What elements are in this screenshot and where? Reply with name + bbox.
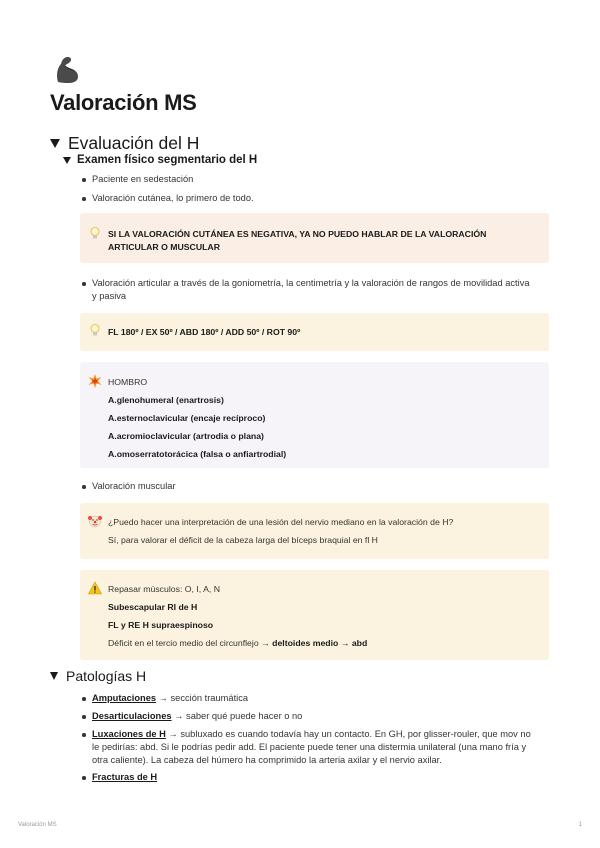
callout-rangos bbox=[80, 313, 549, 351]
term-link[interactable]: Fracturas de H bbox=[92, 772, 158, 782]
list-item: Valoración articular a través de la goniometría, la centimetría y la valoración de rangos de movilidad activa y pasiva bbox=[80, 277, 535, 303]
lightbulb-icon bbox=[88, 226, 102, 240]
callout-item: A.acromioclavicular (artrodia o plana) bbox=[108, 431, 264, 441]
callout-text: FL 180º / EX 50º / ABD 180º / ADD 50º / ROT 90º bbox=[108, 327, 301, 337]
term-desc: → saber qué puede hacer o no bbox=[171, 711, 303, 721]
toggle-triangle-icon[interactable] bbox=[50, 672, 58, 680]
heading-text: Patologías H bbox=[66, 668, 147, 684]
collision-icon bbox=[88, 374, 102, 388]
toggle-heading-patologias[interactable] bbox=[50, 668, 146, 684]
callout-answer: Sí, para valorar el déficit de la cabeza larga del bíceps braquial en fl H bbox=[108, 535, 378, 545]
callout-item: A.esternoclavicular (encaje recíproco) bbox=[108, 413, 266, 423]
page-title: Valoración MS bbox=[50, 90, 197, 115]
term-link[interactable]: Amputaciones bbox=[92, 693, 157, 703]
callout-cutanea bbox=[80, 213, 549, 263]
toggle-triangle-icon[interactable] bbox=[50, 139, 60, 148]
toggle-triangle-icon[interactable] bbox=[63, 157, 71, 164]
callout-item: A.glenohumeral (enartrosis) bbox=[108, 395, 224, 405]
list-item: Valoración cutánea, lo primero de todo. bbox=[80, 192, 535, 205]
term-link[interactable]: Luxaciones de H bbox=[92, 729, 166, 739]
list-item bbox=[80, 710, 535, 723]
list-item bbox=[80, 771, 535, 784]
term-link[interactable]: Desarticulaciones bbox=[92, 711, 172, 721]
callout-title: HOMBRO bbox=[108, 377, 148, 387]
subheading-text: Examen físico segmentario del H bbox=[77, 154, 258, 166]
warning-icon bbox=[88, 581, 102, 595]
lightbulb-icon bbox=[88, 323, 102, 337]
clown-face-icon bbox=[88, 514, 102, 528]
footer-title: Valoración MS bbox=[18, 822, 57, 828]
callout-musculos bbox=[80, 570, 549, 660]
toggle-subheading-examen[interactable] bbox=[63, 154, 257, 166]
callout-pregunta bbox=[80, 503, 549, 559]
page-number: 1 bbox=[578, 822, 582, 828]
list-item bbox=[80, 692, 535, 705]
callout-question: ¿Puedo hacer una interpretación de una lesión del nervio mediano en la valoración de H? bbox=[108, 517, 454, 527]
list-item: Paciente en sedestación bbox=[80, 173, 535, 186]
callout-text: SI LA VALORACIÓN CUTÁNEA ES NEGATIVA, YA NO PUEDO HABLAR DE LA VALORACIÓN ARTICULAR O MUSCULAR bbox=[108, 229, 487, 252]
flexed-bicep-icon bbox=[50, 52, 84, 86]
term-desc: → sección traumática bbox=[156, 693, 249, 703]
callout-line-4 bbox=[108, 637, 537, 650]
toggle-heading-evaluacion[interactable] bbox=[50, 133, 199, 154]
callout-line: Repasar músculos: O, I, A, N bbox=[108, 584, 221, 594]
term-desc: → subluxado es cuando todavía hay un contacto. En GH, por glisser-rouler, que mov no le pedirías: abd. Si le podrías pedir add. El paciente puede tener una distermia unilateral (una mano fría y otra caliente). La cabeza del húmero ha comprimido la arteria axilar y el nervio axilar. bbox=[92, 729, 531, 765]
callout-line: Subescapular RI de H bbox=[108, 602, 198, 612]
callout-line-bold: deltoides medio → abd bbox=[272, 638, 368, 648]
list-item bbox=[80, 728, 535, 767]
heading-text: Evaluación del H bbox=[68, 133, 200, 153]
callout-hombro bbox=[80, 362, 549, 468]
callout-line-plain: Déficit en el tercio medio del circunflejo → bbox=[108, 638, 273, 648]
callout-item: A.omoserratotorácica (falsa o anfiartrodial) bbox=[108, 449, 287, 459]
callout-line: FL y RE H supraespinoso bbox=[108, 620, 214, 630]
list-item: Valoración muscular bbox=[80, 480, 535, 493]
